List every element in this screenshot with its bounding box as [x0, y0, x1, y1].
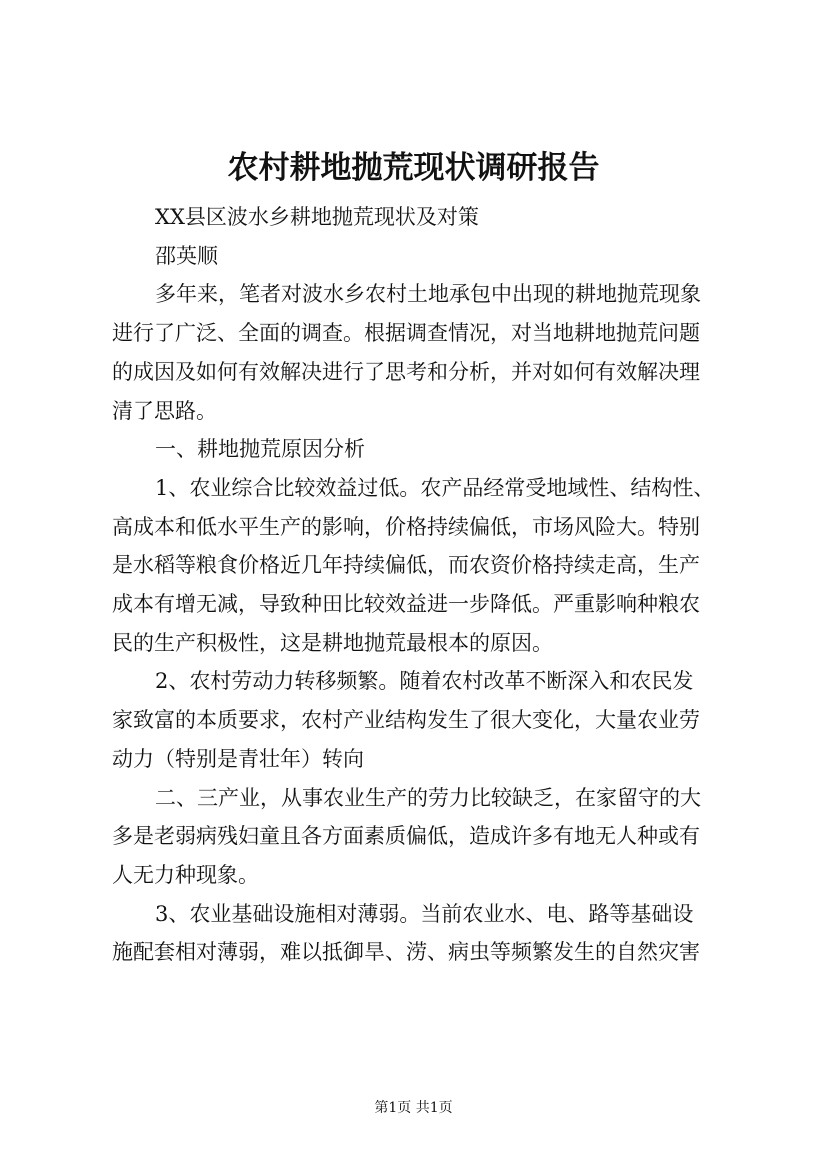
page-number-footer: 第1页 共1页 [374, 1100, 453, 1116]
body-line: 家致富的本质要求，农村产业结构发生了很大变化，大量农业劳 [112, 708, 700, 733]
body-line: 多是老弱病残妇童且各方面素质偏低，造成许多有地无人种或有 [112, 824, 700, 849]
body-line: 多年来，笔者对波水乡农村土地承包中出现的耕地抛荒现象 [155, 282, 701, 307]
body-line: 3、农业基础设施相对薄弱。当前农业水、电、路等基础设 [155, 901, 694, 926]
section-heading: 一、耕地抛荒原因分析 [155, 437, 365, 462]
body-line: 清了思路。 [112, 398, 217, 423]
body-line: XX县区波水乡耕地抛荒现状及对策 [155, 205, 479, 229]
body-line: 是水稻等粮食价格近几年持续偏低，而农资价格持续走高，生产 [112, 553, 700, 578]
document-title: 农村耕地抛荒现状调研报告 [227, 150, 600, 186]
body-line: 人无力种现象。 [112, 862, 259, 887]
body-line: 施配套相对薄弱，难以抵御旱、涝、病虫等频繁发生的自然灾害 [112, 940, 700, 965]
body-line: 的成因及如何有效解决进行了思考和分析，并对如何有效解决理 [112, 359, 700, 384]
body-line: 进行了广泛、全面的调查。根据调查情况，对当地耕地抛荒问题 [112, 321, 700, 346]
document-body [112, 198, 738, 972]
body-line: 二、三产业，从事农业生产的劳力比较缺乏，在家留守的大 [155, 785, 701, 810]
body-line: 高成本和低水平生产的影响，价格持续偏低，市场风险大。特别 [112, 514, 700, 539]
body-line: 1、农业综合比较效益过低。农产品经常受地域性、结构性、 [155, 475, 715, 500]
body-line: 动力（特别是青壮年）转向 [112, 746, 364, 771]
body-line: 民的生产积极性，这是耕地抛荒最根本的原因。 [112, 630, 553, 655]
body-line: 成本有增无减，导致种田比较效益进一步降低。严重影响种粮农 [112, 592, 700, 617]
author-line: 邵英顺 [155, 243, 218, 268]
body-line: 2、农村劳动力转移频繁。随着农村改革不断深入和农民发 [155, 669, 694, 694]
